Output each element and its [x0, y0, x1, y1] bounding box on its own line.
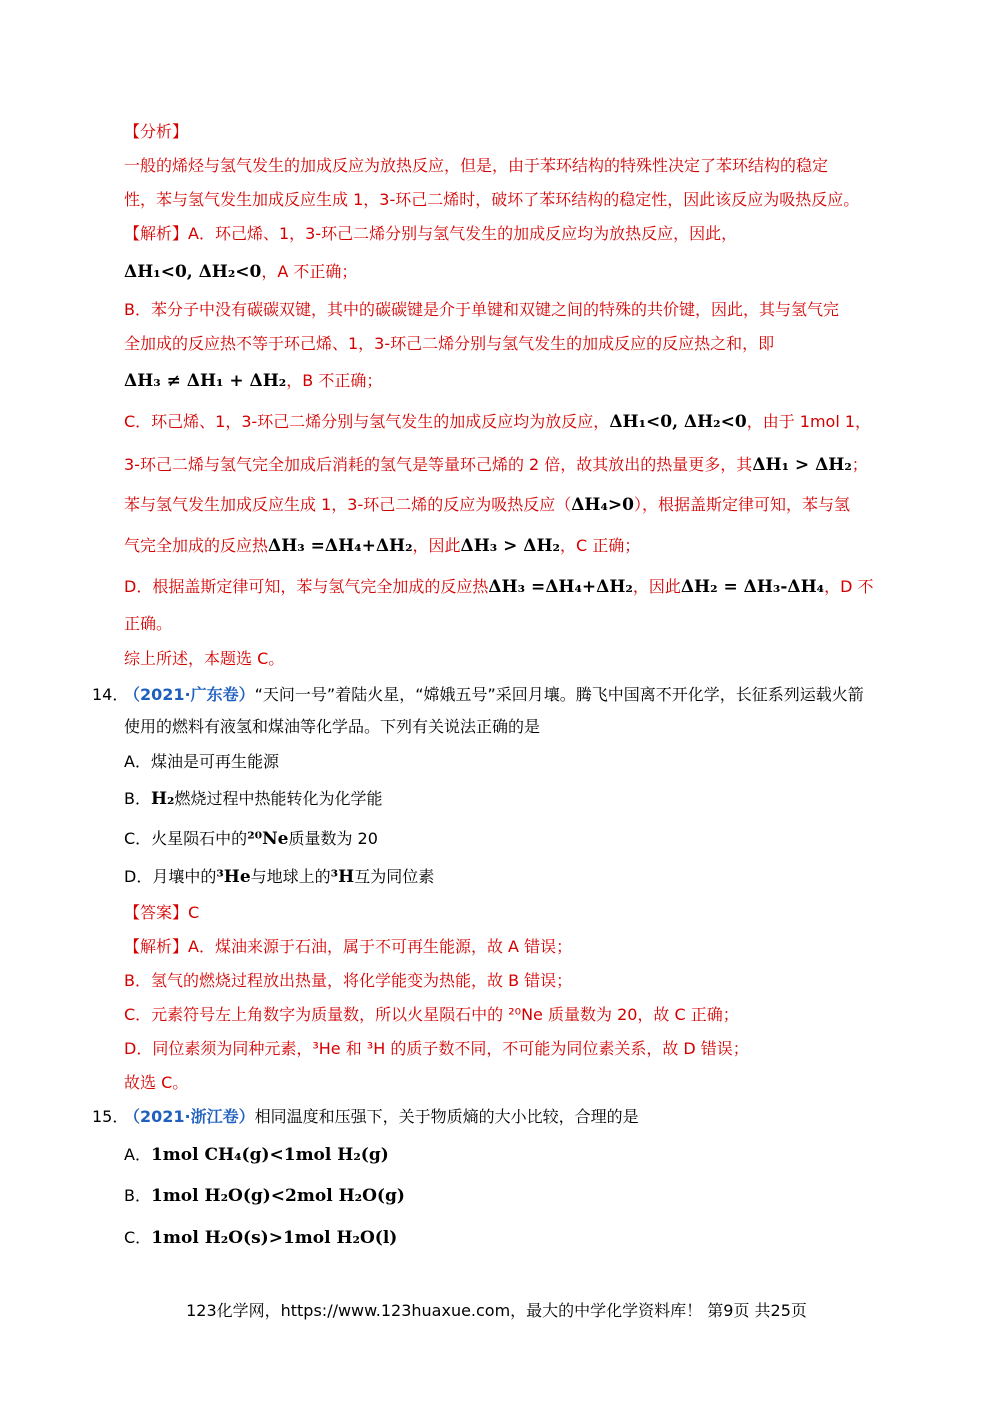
explanation-d-line-1 — [124, 575, 874, 599]
analysis-line-1: 一般的烯烃与氢气发生的加成反应为放热反应，但是，由于苯环结构的特殊性决定了苯环结构的稳定 — [124, 156, 829, 175]
explanation-14-a — [124, 935, 572, 959]
question-15-text: 相同温度和压强下，关于物质熵的大小比较，合理的是 — [254, 1107, 639, 1126]
question-15-number: 15． — [92, 1107, 129, 1126]
explanation-c-line-4 — [124, 534, 640, 558]
formula: ²⁰Ne — [247, 829, 289, 849]
summary-13: 综上所述，本题选 C。 — [124, 649, 285, 668]
formula: 1mol CH₄(g)<1mol H₂(g) — [150, 1145, 389, 1165]
formula: 1mol H₂O(s)>1mol H₂O(l) — [151, 1228, 398, 1248]
explanation-label: 【解析】 — [124, 224, 189, 243]
question-15-stem — [124, 1105, 639, 1129]
question-15-option-a — [124, 1143, 389, 1167]
explanation-b-line-1: B．苯分子中没有碳碳双键，其中的碳碳键是介于单键和双键之间的特殊的共价键，因此，其与氢气完 — [124, 300, 839, 319]
option-text: D．月壤中的 — [124, 867, 217, 886]
formula: ΔH₁ > ΔH₂ — [752, 455, 852, 475]
question-15-source: （2021·浙江卷） — [124, 1107, 255, 1126]
question-14-option-d — [124, 865, 434, 889]
answer-value: C — [188, 903, 200, 922]
explanation-a-math-line — [124, 260, 357, 284]
text-segment: 苯与氢气发生加成反应生成 1，3-环己二烯的反应为吸热反应（ — [124, 495, 572, 514]
option-prefix: C． — [124, 1228, 152, 1247]
text-segment: ，由于 1mol 1， — [746, 412, 872, 431]
formula: 1mol H₂O(g)<2mol H₂O(g) — [150, 1186, 405, 1206]
explanation-text: A．煤油来源于石油，属于不可再生能源，故 A 错误； — [188, 937, 573, 956]
text-segment: C．环己烯、1，3-环己二烯分别与氢气发生的加成反应均为放反应， — [124, 412, 610, 431]
explanation-14-b: B．氢气的燃烧过程放出热量，将化学能变为热能，故 B 错误； — [124, 971, 573, 990]
text-segment: ），根据盖斯定律可知，苯与氢 — [634, 495, 851, 514]
question-15-option-b — [124, 1184, 405, 1208]
formula: ΔH₃ =ΔH₄+ΔH₂ — [268, 536, 413, 556]
option-prefix: B． — [124, 1186, 151, 1205]
question-15-option-c — [124, 1226, 397, 1250]
formula: ΔH₁<0, ΔH₂<0 — [609, 412, 747, 432]
text-segment: ，因此 — [412, 536, 461, 555]
explanation-b-math-line — [124, 369, 382, 393]
explanation-d-line-2: 正确。 — [124, 614, 173, 633]
analysis-label: 【分析】 — [124, 122, 189, 141]
explanation-a-tail: ，A 不正确； — [261, 262, 358, 281]
option-text: 质量数为 20 — [288, 829, 378, 848]
question-14-source: （2021·广东卷） — [124, 685, 255, 704]
explanation-a-text: A．环己烯、1，3-环己二烯分别与氢气发生的加成反应均为放热反应，因此， — [188, 224, 738, 243]
question-14-option-a: A．煤油是可再生能源 — [124, 752, 279, 771]
text-segment: ，C 正确； — [560, 536, 641, 555]
question-14-stem-line-1 — [124, 683, 864, 707]
explanation-b-tail: ，B 不正确； — [286, 371, 383, 390]
explanation-c-line-1 — [124, 410, 871, 434]
formula: ΔH₁<0, ΔH₂<0 — [124, 262, 262, 282]
analysis-line-2: 性，苯与氢气发生加成反应生成 1，3-环己二烯时，破坏了苯环结构的稳定性，因此该反应为吸热反应。 — [124, 190, 860, 209]
question-14-stem-line-2: 使用的燃料有液氢和煤油等化学品。下列有关说法正确的是 — [124, 717, 541, 736]
text-segment: 3-环己二烯与氢气完全加成后消耗的氢气是等量环己烯的 2 倍，故其放出的热量更多，其 — [124, 455, 753, 474]
text-segment: ，因此 — [632, 577, 681, 596]
explanation-c-line-3 — [124, 493, 850, 517]
option-prefix: A． — [124, 1145, 151, 1164]
text-segment: ，D 不 — [824, 577, 874, 596]
formula: ΔH₃ > ΔH₂ — [460, 536, 561, 556]
question-14-option-c — [124, 827, 378, 851]
formula: ³H — [330, 867, 355, 887]
option-prefix: B． — [124, 789, 151, 808]
formula: H₂ — [150, 789, 175, 809]
explanation-b-line-2: 全加成的反应热不等于环己烯、1，3-环己二烯分别与氢气发生的加成反应的反应热之和，即 — [124, 334, 775, 353]
explanation-c-line-2 — [124, 453, 868, 477]
answer-line — [124, 901, 199, 925]
text-segment: 气完全加成的反应热 — [124, 536, 269, 555]
question-14-text: “天问一号”着陆火星，“嫦娥五号”采回月壤。腾飞中国离不开化学，长征系列运载火箭 — [254, 685, 864, 704]
option-text: 互为同位素 — [354, 867, 435, 886]
answer-label: 【答案】 — [124, 903, 189, 922]
formula: ³He — [216, 867, 251, 887]
option-text: C．火星陨石中的 — [124, 829, 248, 848]
page-footer: 123化学网，https://www.123huaxue.com，最大的中学化学资料库！ 第9页 共25页 — [186, 1301, 807, 1320]
text-segment: D．根据盖斯定律可知，苯与氢气完全加成的反应热 — [124, 577, 489, 596]
formula: ΔH₂ = ΔH₃-ΔH₄ — [680, 577, 825, 597]
question-14-number: 14． — [92, 685, 129, 704]
option-text: 与地球上的 — [250, 867, 331, 886]
formula: ΔH₃ =ΔH₄+ΔH₂ — [488, 577, 633, 597]
text-segment: ； — [851, 455, 868, 474]
explanation-14-summary: 故选 C。 — [124, 1073, 189, 1092]
explanation-label: 【解析】 — [124, 937, 189, 956]
formula: ΔH₄>0 — [571, 495, 635, 515]
explanation-14-d: D．同位素须为同种元素，³He 和 ³H 的质子数不同，不可能为同位素关系，故 D 错误； — [124, 1039, 749, 1058]
question-14-option-b — [124, 787, 383, 811]
explanation-14-c: C．元素符号左上角数字为质量数，所以火星陨石中的 ²⁰Ne 质量数为 20，故 C 正确； — [124, 1005, 739, 1024]
option-text: 燃烧过程中热能转化为化学能 — [174, 789, 383, 808]
formula: ΔH₃ ≠ ΔH₁ + ΔH₂ — [124, 371, 287, 391]
explanation-a-line — [124, 222, 737, 246]
